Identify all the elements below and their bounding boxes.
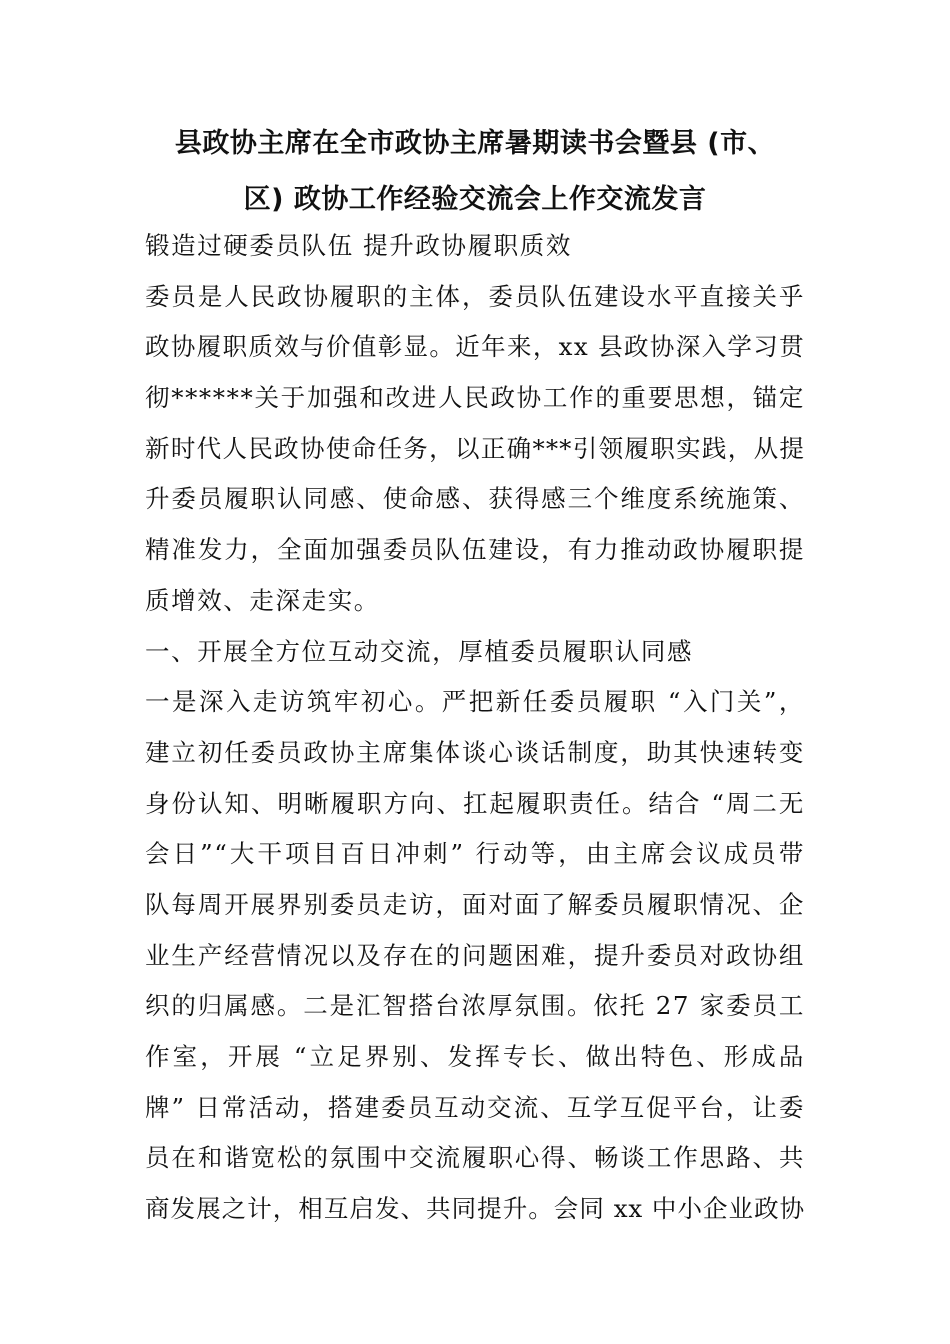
paragraph-line: 质增效、走深走实。 bbox=[145, 585, 380, 615]
paragraph-line: 精准发力，全面加强委员队伍建设，有力推动政协履职提 bbox=[145, 535, 805, 565]
document-title bbox=[120, 116, 830, 228]
paragraph-line: 业生产经营情况以及存在的问题困难，提升委员对政协组 bbox=[145, 940, 805, 970]
title-line-1: 县政协主席在全市政协主席暑期读书会暨县 (市、 bbox=[174, 128, 776, 159]
paragraph-line: 员在和谐宽松的氛围中交流履职心得、畅谈工作思路、共 bbox=[145, 1143, 805, 1173]
paragraph-line: 队每周开展界别委员走访，面对面了解委员履职情况、企 bbox=[145, 889, 805, 919]
title-line-2: 区) 政协工作经验交流会上作交流发言 bbox=[243, 184, 707, 215]
paragraph-line: 牌” 日常活动，搭建委员互动交流、互学互促平台，让委 bbox=[145, 1092, 805, 1122]
paragraph-line: 一是深入走访筑牢初心。严把新任委员履职 “入门关”， bbox=[145, 687, 805, 717]
paragraph-line: 建立初任委员政协主席集体谈心谈话制度，助其快速转变 bbox=[145, 737, 805, 767]
section-heading: 一、开展全方位互动交流，厚植委员履职认同感 bbox=[145, 636, 694, 666]
paragraph-line: 织的归属感。二是汇智搭台浓厚氛围。依托 27 家委员工 bbox=[145, 991, 805, 1021]
paragraph-line: 升委员履职认同感、使命感、获得感三个维度系统施策、 bbox=[145, 484, 805, 514]
paragraph-line: 政协履职质效与价值彰显。近年来，xx 县政协深入学习贯 bbox=[145, 332, 805, 362]
paragraph-line: 身份认知、明晰履职方向、扛起履职责任。结合 “周二无 bbox=[145, 788, 805, 818]
paragraph-line: 商发展之计，相互启发、共同提升。会同 xx 中小企业政协 bbox=[145, 1194, 805, 1224]
paragraph-line: 作室，开展 “立足界别、发挥专长、做出特色、形成品 bbox=[145, 1042, 805, 1071]
paragraph-line: 新时代人民政协使命任务，以正确***引领履职实践，从提 bbox=[145, 433, 805, 463]
paragraph-line: 会日”“大干项目百日冲刺” 行动等，由主席会议成员带 bbox=[145, 839, 805, 869]
paragraph-line: 彻******关于加强和改进人民政协工作的重要思想，锚定 bbox=[145, 383, 805, 413]
subtitle-line: 锻造过硬委员队伍 提升政协履职质效 bbox=[145, 231, 572, 260]
paragraph-line: 委员是人民政协履职的主体，委员队伍建设水平直接关乎 bbox=[145, 281, 805, 311]
document-body bbox=[145, 221, 805, 1235]
